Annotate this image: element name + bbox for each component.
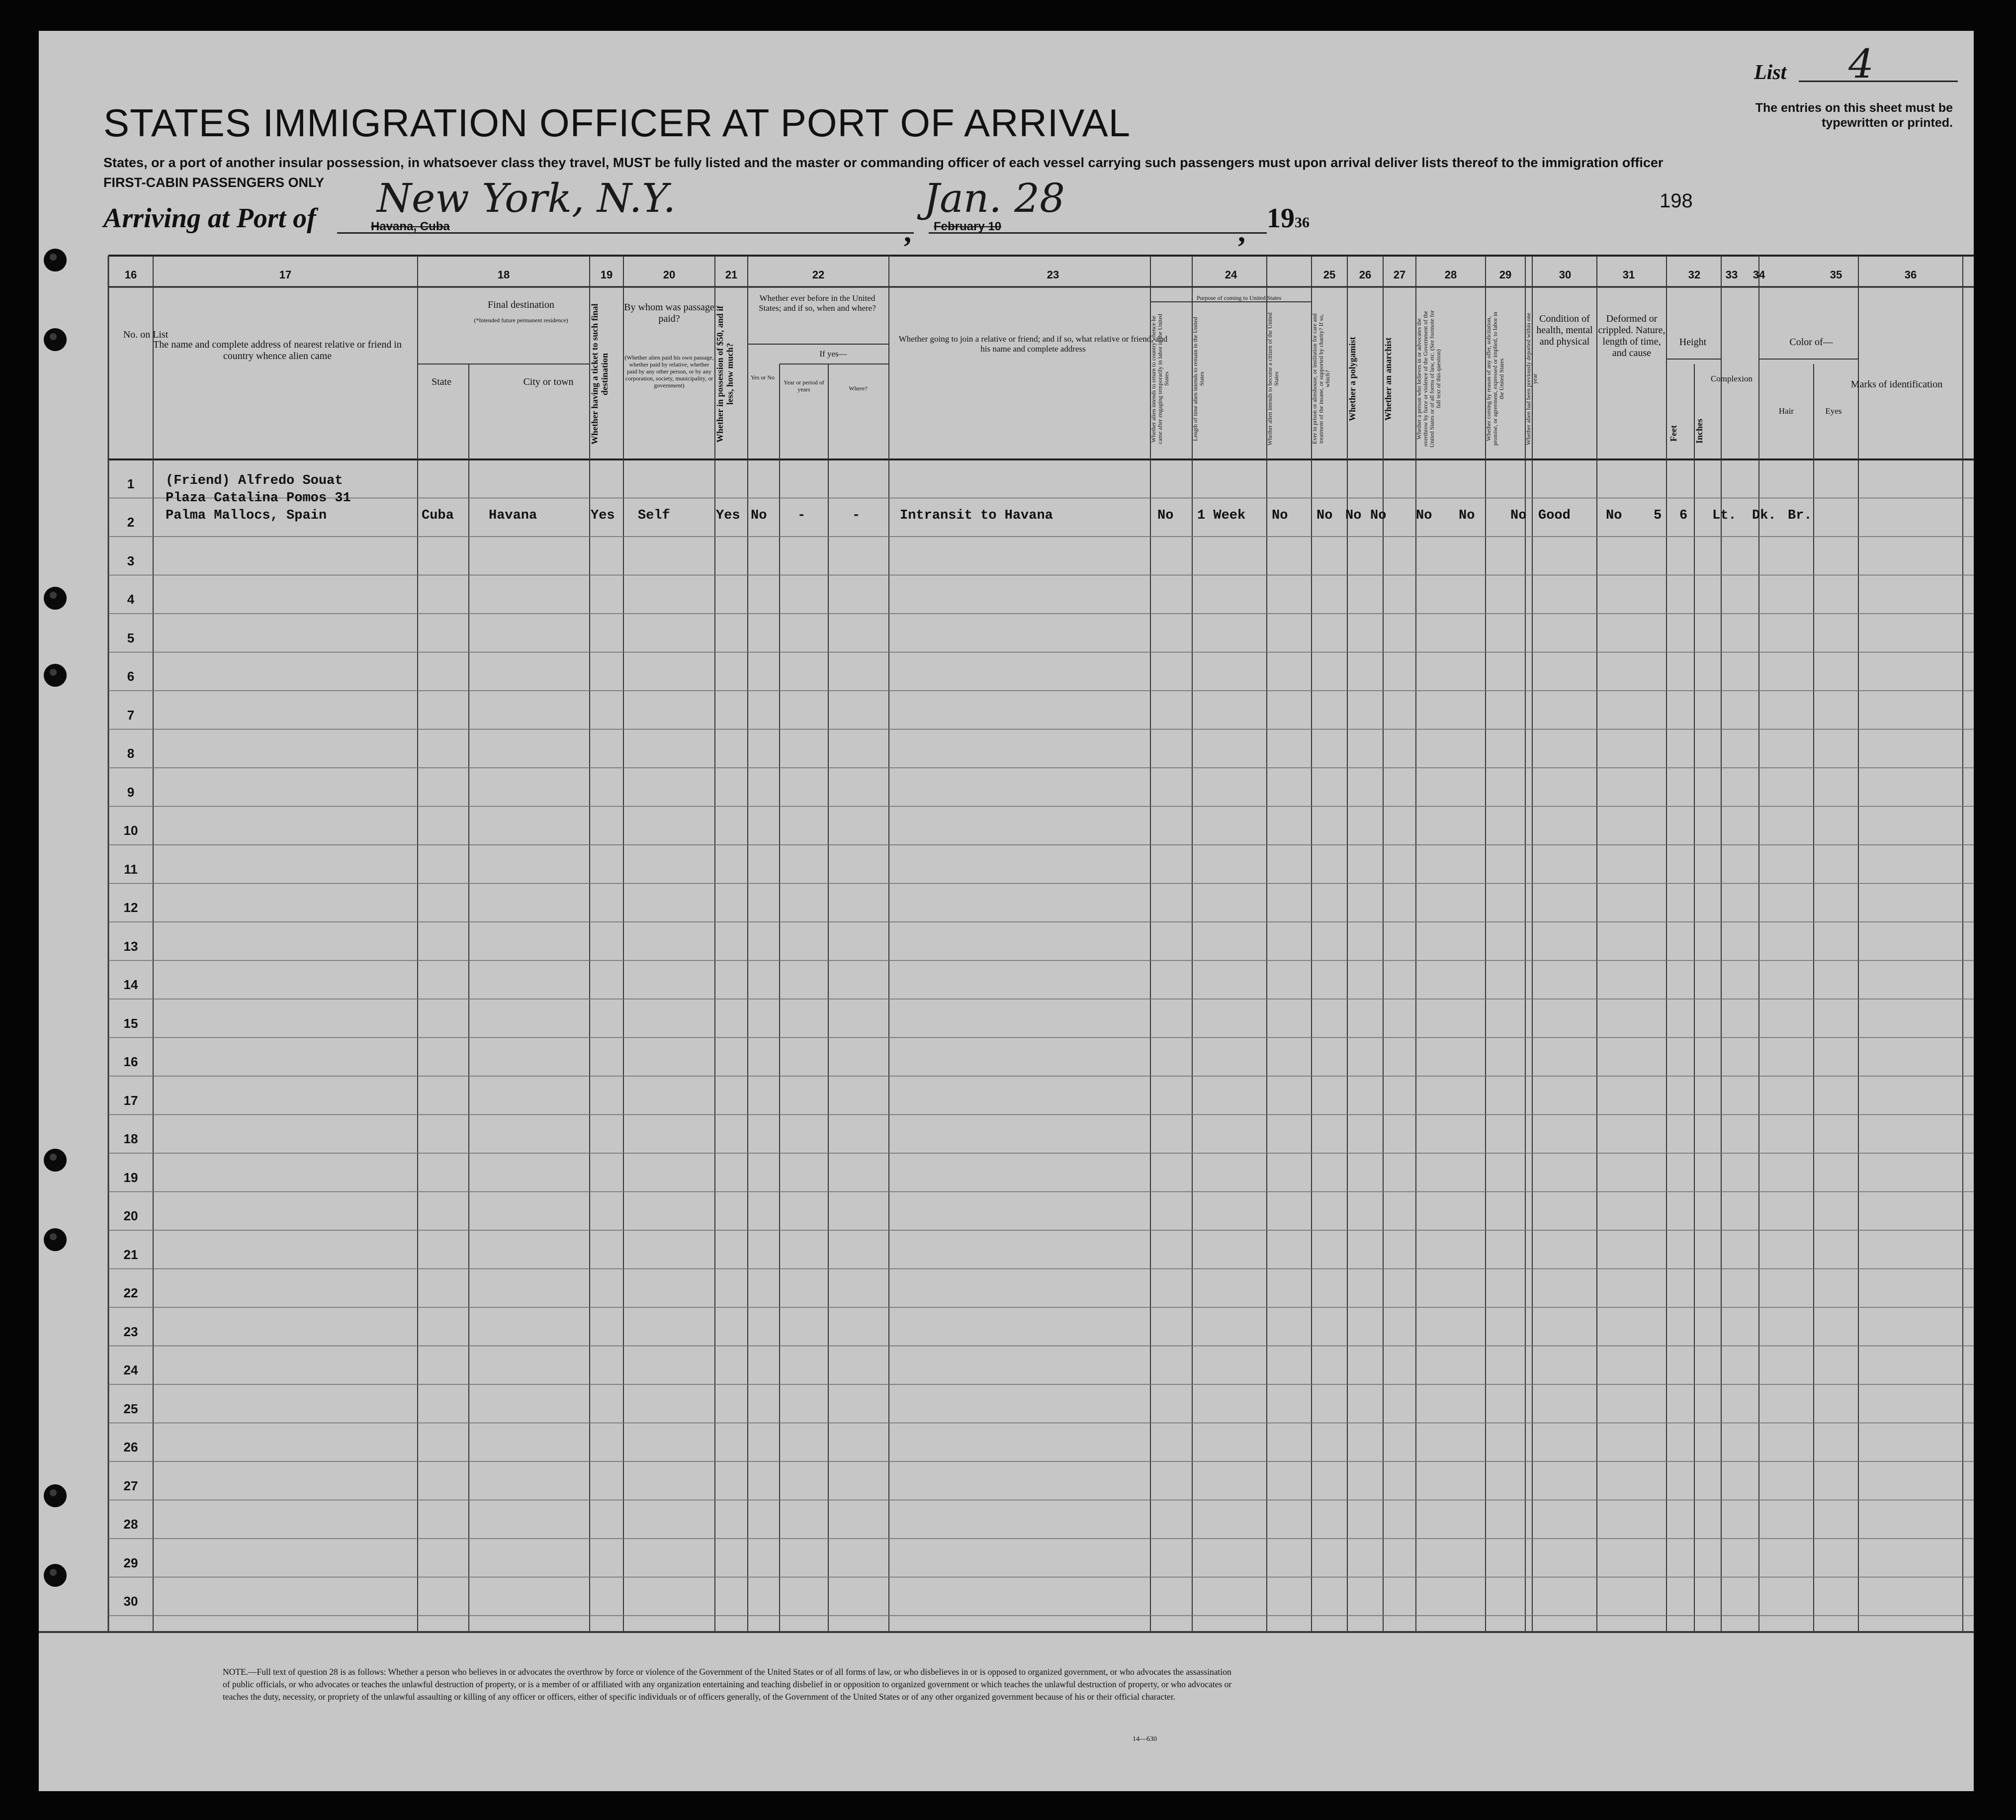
column-number: 35 [1830, 269, 1842, 281]
row1-complexion: Lt. [1712, 508, 1737, 523]
binder-hole [44, 328, 67, 351]
row1-eyes: Br. [1788, 508, 1812, 523]
row-number: 2 [127, 515, 135, 530]
header-q29: Whether coming by reason of any offer, solicitation, promise, or agreement, expressed or implied, to labor in the United States [1485, 312, 1505, 446]
header-citizen: Whether alien intends to become a citizen of the United States [1266, 312, 1280, 446]
row-number: 21 [123, 1247, 138, 1262]
header-state: State [432, 376, 451, 387]
row-number: 30 [123, 1594, 138, 1609]
comma-2: , [1238, 215, 1245, 248]
row-number: 15 [123, 1015, 138, 1031]
column-number: 26 [1359, 269, 1372, 281]
row-number: 19 [123, 1170, 138, 1185]
manifest-sheet [39, 31, 1974, 1791]
header-where: Where? [849, 385, 868, 392]
row-number: 13 [123, 938, 138, 954]
column-number: 22 [812, 269, 825, 281]
row1-prison: No [1316, 508, 1333, 523]
class-line: FIRST-CABIN PASSENGERS ONLY [103, 175, 325, 190]
row-number: 25 [123, 1401, 138, 1416]
date-handwritten: Jan. 28 [924, 175, 1065, 221]
row-number: 17 [123, 1092, 138, 1108]
row1-ticket: Yes [591, 508, 615, 523]
header-join-relative: Whether going to join a relative or friend; and if so, what relative or friend, and his name and complete address [898, 334, 1168, 354]
row-number: 11 [124, 861, 138, 877]
header-yes-no: Yes or No [750, 374, 775, 381]
column-number: 18 [497, 269, 510, 281]
footnote: NOTE.—Full text of question 28 is as follows: Whether a person who believes in or advocates the overthrow by force or violence of the Government of the United States or of all forms of law, or who disbelieves in or is opposed to organized government, or who advocates the assassination of public officials, or who advocates or teaches the unlawful destruction of property, or is a member of or affiliated with any organization entertaining and teaching disbelief in or opposition to organized government or which teaches the unlawful destruction of property, or who advocates or teaches the duty, necessity, or propriety of the unlawful assaulting or killing of any officer or officers, either of specific individuals or of officers generally, of the Government of the United States or of any other organized government because of his or their official character. [223, 1667, 1232, 1702]
row-number: 10 [123, 823, 138, 838]
row1-q30: No [1510, 508, 1527, 523]
column-number: 27 [1393, 269, 1406, 281]
column-number: 28 [1444, 269, 1457, 281]
row1-length-stay: 1 Week [1197, 508, 1246, 523]
row-number: 3 [127, 553, 135, 568]
column-number: 20 [663, 269, 676, 281]
row1-feet: 5 [1654, 508, 1662, 523]
row-number: 9 [127, 784, 135, 800]
arriving-label: Arriving at Port of [103, 203, 316, 234]
row-number: 24 [123, 1363, 138, 1377]
table-grid [39, 31, 1974, 1791]
binder-hole [44, 587, 67, 610]
column-number: 31 [1622, 269, 1635, 281]
port-handwritten: New York, N.Y. [377, 175, 676, 221]
row-number: 16 [123, 1054, 138, 1069]
column-number: 32 [1688, 269, 1701, 281]
row-number: 8 [127, 746, 135, 761]
row-number: 5 [127, 630, 135, 645]
row-number: 27 [123, 1478, 138, 1493]
header-paid-by-note: (Whether alien paid his own passage, whether paid by relative, whether paid by any other person, or by any corporation, society, municipality, or government) [624, 354, 714, 389]
row1-year-period: - [797, 508, 806, 523]
date-printed-struck: February 10 [934, 220, 1002, 233]
column-number: 21 [725, 269, 738, 281]
column-number: 24 [1225, 269, 1237, 281]
column-number: 34 [1753, 269, 1765, 281]
header-marks: Marks of identification [1850, 379, 1943, 390]
header-purpose: Purpose of coming to United States [1196, 294, 1282, 301]
column-number: 30 [1559, 269, 1572, 281]
row-number: 23 [123, 1324, 138, 1339]
header-deformed: Deformed or crippled. Nature, length of time, and cause [1598, 313, 1665, 359]
row1-hair: Dk. [1752, 508, 1776, 523]
header-hair: Hair [1778, 406, 1794, 416]
comma-1: , [904, 215, 911, 248]
header-prison: Ever in prison or almshouse, or institution for care and treatment of the insane, or supported by charity? If so, which? [1311, 313, 1331, 445]
header-inches: Inches [1694, 419, 1704, 444]
binder-hole [44, 1228, 67, 1251]
row1-ever-before: No [751, 508, 767, 523]
row1-state: Cuba [422, 508, 454, 523]
row-number: 18 [123, 1131, 138, 1146]
header-ticket: Whether having a ticket to such final destination [590, 303, 610, 445]
row1-paid-by: Self [638, 508, 670, 523]
header-relative: The name and complete address of nearest relative or friend in country whence alien came [153, 339, 402, 362]
header-eyes: Eyes [1825, 406, 1842, 416]
port-printed-struck: Havana, Cuba [371, 220, 450, 233]
header-health: Condition of health, mental and physical [1536, 313, 1593, 347]
row1-deformed: No [1606, 508, 1622, 523]
column-number: 29 [1499, 269, 1512, 281]
row1-citizen: No [1272, 508, 1288, 523]
header-final-destination: Final destination [488, 299, 554, 310]
row1-anarchist: No [1370, 508, 1387, 523]
row-number: 12 [123, 900, 138, 915]
row1-possession: Yes [716, 508, 740, 523]
row-number: 20 [123, 1208, 138, 1223]
row-number: 6 [127, 669, 135, 684]
row1-relative-line3: Palma Mallocs, Spain [166, 508, 327, 523]
header-possession: Whether in possession of $50, and if less, how much? [715, 305, 735, 443]
row1-purpose-return: No [1157, 508, 1174, 523]
binder-hole [44, 1564, 67, 1587]
list-label: List [1754, 61, 1787, 84]
row-number: 14 [123, 977, 138, 992]
year-prefix: 19 [1267, 203, 1295, 234]
column-number: 23 [1047, 269, 1059, 281]
header-no-on-list: No. on List [123, 329, 169, 340]
row-number: 28 [123, 1517, 138, 1532]
column-number: 16 [124, 269, 137, 281]
year-suffix: 36 [1295, 214, 1310, 231]
header-anarchist: Whether an anarchist [1383, 337, 1393, 421]
binder-hole [44, 1484, 67, 1507]
header-paid-by: By whom was passage paid? [624, 302, 714, 324]
row-number: 22 [123, 1285, 138, 1300]
row1-where: - [852, 508, 861, 523]
header-city: City or town [523, 376, 574, 387]
header-q30: Whether alien had been previously deported within one year [1525, 312, 1538, 446]
row1-join: Intransit to Havana [900, 508, 1053, 523]
header-q28: Whether a person who believes in or advocates the overthrow by force or violence of the Government of the United States or of all forms of law, etc. (See footnote for full text of this question) [1415, 310, 1442, 448]
row-number: 1 [127, 476, 135, 491]
header-if-yes: If yes— [819, 349, 847, 359]
row1-health: Good [1538, 508, 1571, 523]
row-number: 4 [127, 592, 135, 607]
row1-relative-line2: Plaza Catalina Pomos 31 [166, 491, 351, 506]
row-number: 29 [123, 1555, 138, 1570]
header-final-destination-note: (*Intended future permanent residence) [474, 317, 568, 324]
form-title: STATES IMMIGRATION OFFICER AT PORT OF ARRIVAL [103, 101, 1131, 145]
header-feet: Feet [1668, 425, 1678, 442]
header-complexion: Complexion [1710, 374, 1753, 383]
header-polygamist: Whether a polygamist [1347, 337, 1357, 421]
instruction-line: States, or a port of another insular possession, in whatsoever class they travel, MUST be fully listed and the master or commanding officer of each vessel carrying such passengers must upon arrival deliver lists thereof to the immigration officer [103, 155, 1664, 170]
binder-hole [44, 664, 67, 687]
header-length-stay: Length of time alien intends to remain in the United States [1192, 317, 1205, 441]
column-number: 17 [279, 269, 292, 281]
row1-inches: 6 [1679, 508, 1688, 523]
column-number: 25 [1323, 269, 1336, 281]
row1-q28: No [1416, 508, 1432, 523]
header-color-of: Color of— [1789, 337, 1833, 348]
column-number: 19 [600, 269, 613, 281]
header-year-period: Year or period of years [784, 379, 824, 393]
header-purpose-return: Whether alien intends to return to country whence he came after engaging temporarily in labor in the United States [1150, 314, 1170, 444]
row1-city: Havana [489, 508, 537, 523]
row1-q29: No [1459, 508, 1475, 523]
entries-note: The entries on this sheet must be typewritten or printed. [1755, 101, 1953, 130]
column-number: 36 [1904, 269, 1917, 281]
row-number: 26 [123, 1440, 138, 1455]
page-number: 198 [1660, 190, 1693, 212]
row1-relative-line1: (Friend) Alfredo Souat [166, 473, 343, 488]
column-number: 33 [1725, 269, 1738, 281]
header-ever-before: Whether ever before in the United States; and if so, when and where? [759, 293, 876, 313]
binder-hole [44, 249, 67, 272]
header-height: Height [1679, 337, 1707, 348]
row1-polygamist: No [1345, 508, 1362, 523]
row-number: 7 [127, 707, 135, 723]
list-number: 4 [1848, 41, 1874, 87]
form-number: 14—630 [1133, 1735, 1157, 1743]
binder-hole [44, 1149, 67, 1172]
